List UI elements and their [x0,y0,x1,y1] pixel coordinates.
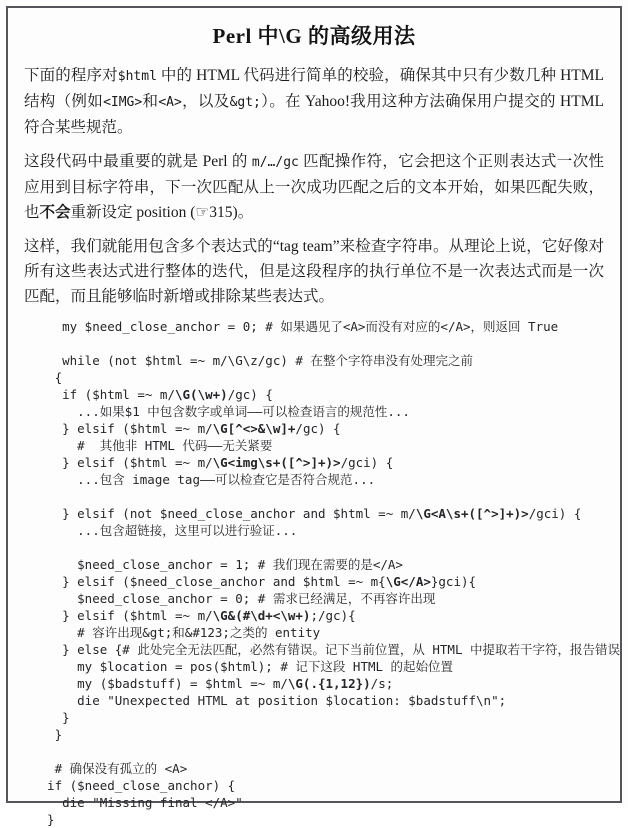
code-segment: $need_close_anchor = 1; # 我们现在需要的是</A> [32,557,403,572]
regex-bold-segment: \G[^<>&\w]+ [212,421,296,436]
code-line [32,386,604,403]
text-segment: 匹配操作符，它会把这个正则表达式一次性应用到目标字符串，下一次匹配从上一次成功匹配之后的文本开始，如果匹配失败，也 [24,153,604,221]
code-line [32,318,604,335]
code-line [32,522,604,539]
code-segment: /gc) { [295,421,341,436]
code-segment: my $location = pos($html); # 记下这段 HTML 的起始位置 [32,659,454,674]
code-segment: # 其他非 HTML 代码——无关紧要 [32,438,273,453]
code-line [32,352,604,369]
code-line [32,624,604,641]
text-segment: m/…/gc [251,155,299,170]
code-line [32,403,604,420]
text-segment: 这段代码中最重要的就是 Perl 的 [24,153,252,170]
regex-bold-segment: \G(.{1,12}) [287,676,371,691]
code-line [32,675,604,692]
code-line [32,794,604,811]
regex-bold-segment: \G<img\s+([^>]+)> [212,455,341,470]
regex-bold-segment: \G</A> [385,574,431,589]
code-segment: my $need_close_anchor = 0; # 如果遇见了<A>而没有对应的</A>，则返回 True [32,319,559,334]
code-segment: while (not $html =~ m/\G\z/gc) # 在整个字符串没有处理完之前 [32,353,473,368]
page-title: Perl 中\G 的高级用法 [212,24,416,48]
code-line [32,811,604,828]
code-line [32,437,604,454]
code-line [32,420,604,437]
text-segment: 下面的程序对 [24,67,118,84]
code-segment: ;/gc){ [310,608,356,623]
code-segment: # 确保没有孤立的 <A> [32,761,188,776]
code-segment: { [32,370,63,385]
code-line [32,641,621,658]
code-segment: ...包含 image tag——可以检查它是否符合规范... [32,472,376,487]
code-line [32,607,604,624]
code-line [32,590,604,607]
text-segment: ，以及 [181,93,230,110]
code-segment: } [32,727,63,742]
code-line [32,692,604,709]
code-segment: } elsif (not $need_close_anchor and $html =~ m/ [32,506,416,521]
code-line [32,760,604,777]
page-border [6,6,622,827]
text-segment: &gt; [229,95,261,110]
text-segment: <IMG> [103,95,143,110]
regex-bold-segment: \G&(#\d+<\w+) [212,608,311,623]
code-line [32,726,604,743]
code-segment: } elsif ($html =~ m/ [32,608,213,623]
code-segment: } elsif ($html =~ m/ [32,421,213,436]
code-segment: if ($html =~ m/ [32,387,175,402]
text-segment: 中的 HTML 代码进行简单的校验，确保其中只有少数几种 HTML 结构（例如 [24,67,604,110]
code-segment: } [32,710,70,725]
code-segment: /gci) { [528,506,582,521]
body-text [24,63,604,309]
paragraph-intro [24,63,604,140]
code-segment: die "Unexpected HTML at position $location: $badstuff\n"; [32,693,507,708]
code-segment: } elsif ($html =~ m/ [32,455,213,470]
text-segment: 重新设定 position (☞315)。 [70,204,254,221]
code-segment: $need_close_anchor = 0; # 需求已经满足，不再容许出现 [32,591,436,606]
code-segment: } [32,812,55,827]
text-segment: 不会 [39,204,71,221]
code-line [32,743,604,760]
code-segment: die "Missing final </A>" [32,795,243,810]
code-line [32,454,604,471]
code-segment: } else {# 此处完全无法匹配，必然有错误。记下当前位置，从 HTML 中提取若干字符，报告错误 [32,642,621,657]
code-line [32,573,604,590]
code-line [32,505,604,522]
regex-bold-segment: \G(\w+) [175,387,228,402]
code-segment: /gci) { [340,455,394,470]
text-segment: 和 [142,93,159,110]
code-line [32,658,604,675]
code-line [32,369,604,386]
code-block [24,318,621,828]
regex-bold-segment: \G<A\s+([^>]+)> [415,506,529,521]
code-segment: ...如果$1 中包含数字或单词——可以检查语言的规范性... [32,404,410,419]
code-segment: my ($badstuff) = $html =~ m/ [32,676,288,691]
text-segment: $html [117,69,157,84]
text-segment: 这样，我们就能用包含多个表达式的“tag team”来检查字符串。从理论上说，它好像对所有这些表达式进行整体的迭代，但是这段程序的执行单位不是一次表达式而是一次匹配，而且能够临时新增或排除某些表达式。 [24,238,604,305]
code-line [32,488,604,505]
code-line [32,777,604,794]
text-segment: ）。在 Yahoo!我用这种方法确保用户提交的 HTML 符合某些规范。 [24,93,604,136]
code-line [32,335,604,352]
code-segment: if ($need_close_anchor) { [32,778,236,793]
text-segment: <A> [158,95,182,110]
code-segment: }gci){ [430,574,477,589]
code-segment: ...包含超链接，这里可以进行验证... [32,523,298,538]
code-segment: # 容许出现&gt;和&#123;之类的 entity [32,625,321,640]
code-line [32,539,604,556]
code-segment: } elsif ($need_close_anchor and $html =~ m{ [32,574,386,589]
paragraph-tag-team [24,234,604,309]
paragraph-gc-operator [24,149,604,225]
code-segment: /gc) { [227,387,273,402]
code-segment: /s; [370,676,394,691]
code-line [32,709,604,726]
code-line [32,471,604,488]
code-line [32,556,604,573]
